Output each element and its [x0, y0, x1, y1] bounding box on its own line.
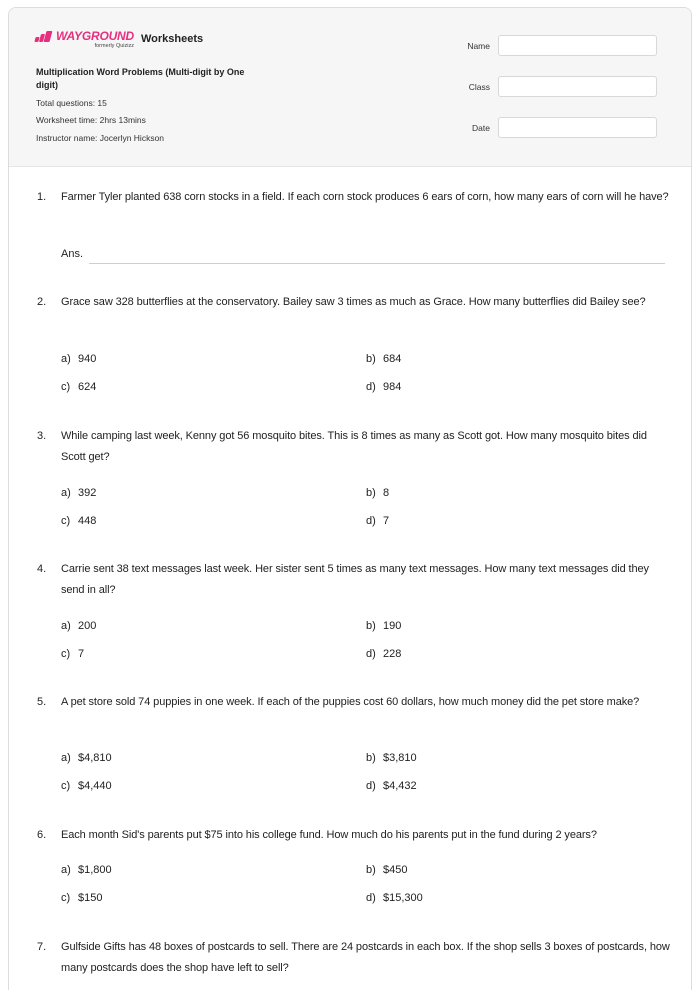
- worksheet-header: [9, 8, 691, 167]
- worksheet-time: Worksheet time: 2hrs 13mins: [36, 115, 146, 125]
- question-text: While camping last week, Kenny got 56 mosquito bites. This is 8 times as many as Scott got. How many mosquito bites did Scott get?: [61, 430, 647, 463]
- question-text: Grace saw 328 butterflies at the conservatory. Bailey saw 3 times as much as Grace. How many butterflies did Bailey see?: [61, 296, 646, 308]
- option-d[interactable]: d) 228: [366, 648, 402, 660]
- question-number: 4.: [37, 563, 47, 575]
- option-c[interactable]: c) $4,440: [61, 780, 112, 792]
- logo-mark-icon: [35, 31, 53, 42]
- question-text: Each month Sid's parents put $75 into his college fund. How much do his parents put in the fund during 2 years?: [61, 829, 597, 841]
- option-b[interactable]: b) $450: [366, 864, 408, 876]
- instructor-name: Instructor name: Jocerlyn Hickson: [36, 133, 165, 143]
- name-label: Name: [467, 40, 490, 51]
- name-field: [449, 35, 665, 56]
- question-number: 6.: [37, 829, 47, 841]
- option-d[interactable]: d) 7: [366, 515, 390, 527]
- answer-label: Ans.: [61, 248, 84, 260]
- logo-wordmark: WAYGROUND: [56, 29, 134, 43]
- option-d[interactable]: d) $15,300: [366, 892, 423, 904]
- logo-subtext: formerly Quizizz: [94, 43, 134, 49]
- question-number: 5.: [37, 696, 47, 708]
- option-b[interactable]: b) $3,810: [366, 752, 417, 764]
- question-text: Gulfside Gifts has 48 boxes of postcards to sell. There are 24 postcards in each box. If the shop sells 3 boxes of postcards, how many postcards does the shop have left to sell?: [61, 941, 670, 974]
- option-d[interactable]: d) $4,432: [366, 780, 417, 792]
- option-c[interactable]: c) 448: [61, 515, 97, 527]
- option-b[interactable]: b) 190: [366, 620, 402, 632]
- total-questions: Total questions: 15: [36, 98, 107, 108]
- question-number: 3.: [37, 430, 47, 442]
- worksheet-title: Multiplication Word Problems (Multi-digit by One digit): [36, 67, 245, 90]
- option-b[interactable]: b) 8: [366, 487, 390, 499]
- date-input[interactable]: [498, 117, 657, 138]
- class-field: [449, 76, 665, 97]
- option-a[interactable]: a) $1,800: [61, 864, 112, 876]
- option-d[interactable]: d) 984: [366, 381, 402, 393]
- option-a[interactable]: a) 940: [61, 353, 97, 365]
- wayground-logo: [35, 30, 134, 50]
- class-input[interactable]: [498, 76, 657, 97]
- question-number: 1.: [37, 191, 47, 203]
- class-label: Class: [468, 81, 490, 92]
- option-b[interactable]: b) 684: [366, 353, 402, 365]
- date-field: [449, 117, 665, 138]
- option-c[interactable]: c) 7: [61, 648, 85, 660]
- question-number: 7.: [37, 941, 47, 953]
- answer-line[interactable]: [89, 263, 665, 264]
- worksheet-page: [8, 7, 692, 990]
- question-text: Farmer Tyler planted 638 corn stocks in a field. If each corn stock produces 6 ears of corn, how many ears of corn will he have?: [61, 191, 669, 203]
- product-name: Worksheets: [140, 33, 204, 45]
- question-text: A pet store sold 74 puppies in one week. If each of the puppies cost 60 dollars, how much money did the pet store make?: [61, 696, 640, 708]
- option-c[interactable]: c) $150: [61, 892, 103, 904]
- option-c[interactable]: c) 624: [61, 381, 97, 393]
- brand: [35, 30, 203, 50]
- question-number: 2.: [37, 296, 47, 308]
- question-text: Carrie sent 38 text messages last week. Her sister sent 5 times as many text messages. How many text messages did they send in all?: [61, 563, 649, 596]
- name-input[interactable]: [498, 35, 657, 56]
- option-a[interactable]: a) 200: [61, 620, 97, 632]
- option-a[interactable]: a) $4,810: [61, 752, 112, 764]
- option-a[interactable]: a) 392: [61, 487, 97, 499]
- date-label: Date: [472, 122, 490, 133]
